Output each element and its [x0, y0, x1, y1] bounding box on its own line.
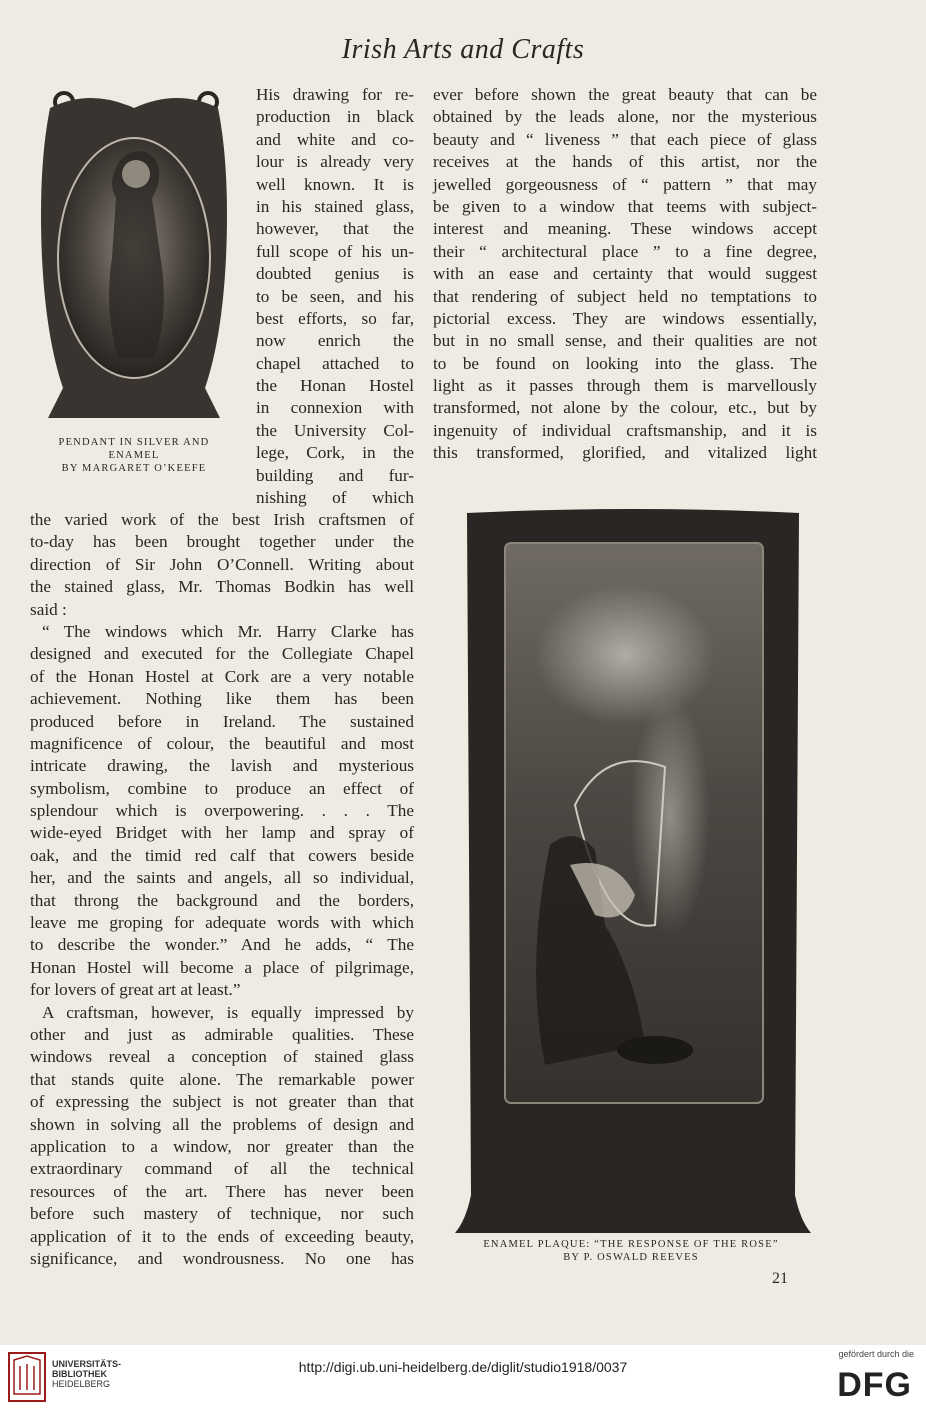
text-line: best efforts, so far, [256, 308, 414, 328]
text-line: Honan Hostel will become a place of pilgrimage, [30, 957, 414, 977]
text-line: to-day has been brought together under the [30, 532, 414, 552]
text-line: beauty and “ liveness ” that each piece of glass [433, 129, 817, 149]
plaque-glow [535, 585, 715, 725]
text-line: wide-eyed Bridget with her lamp and spray of [30, 823, 414, 843]
page-number: 21 [772, 1270, 788, 1287]
text-line: her, and the saints and angels, all so individual, [30, 868, 414, 888]
text-line: that stands quite alone. The remarkable power [30, 1069, 414, 1089]
source-url[interactable]: http://digi.ub.uni-heidelberg.de/diglit/studio1918/0037 [298, 1359, 628, 1375]
pendant-caption-line: PENDANT IN SILVER AND [58, 437, 210, 448]
text-line: direction of Sir John O’Connell. Writing about [30, 554, 414, 574]
text-line: ingenuity of individual craftsmanship, and it is [433, 420, 817, 440]
text-line: shown in solving all the problems of design and [30, 1114, 414, 1134]
text-line: with an ease and certainty that would suggest [433, 264, 817, 284]
text-line: other and just as admirable qualities. These [30, 1024, 414, 1044]
text-line: windows reveal a conception of stained glass [30, 1047, 414, 1067]
text-line: said : [30, 599, 67, 619]
text-line: that rendering of subject held no temptations to [433, 286, 817, 306]
text-line: this transformed, glorified, and vitalized light [433, 443, 817, 463]
text-line: of expressing the subject is not greater than that [30, 1092, 414, 1112]
text-line: pictorial excess. They are windows essentially, [433, 308, 817, 328]
text-line: interest and meaning. These windows accept [433, 219, 817, 239]
running-header: Irish Arts and Crafts [341, 34, 585, 65]
text-line: chapel attached to [256, 353, 414, 373]
text-line: the University Col- [256, 420, 414, 440]
text-line: magnificence of colour, the beautiful and most [30, 733, 414, 753]
text-line: the Honan Hostel [256, 376, 414, 396]
text-line: the varied work of the best Irish craftsmen of [30, 510, 414, 529]
pendant-caption [30, 436, 238, 475]
text-line: intricate drawing, the lavish and mysterious [30, 756, 414, 776]
text-line: significance, and wondrousness. No one has [30, 1248, 414, 1268]
text-line: production in black [256, 107, 414, 127]
pendant-caption-line: ENAMEL [108, 450, 160, 461]
text-line: in connexion with [256, 398, 414, 418]
text-line: ever before shown the great beauty that can be [433, 85, 817, 104]
text-line: to be found on looking into the glass. The [433, 353, 817, 373]
text-line: application of it to the ends of exceeding beauty, [30, 1226, 414, 1246]
text-line: light as it passes through them is marvellously [433, 376, 817, 396]
text-line: achievement. Nothing like them has been [30, 689, 414, 709]
text-line: application to a window, nor greater than the [30, 1136, 414, 1156]
text-line: to describe the wonder.” And he adds, “ The [30, 935, 414, 955]
right-column [433, 84, 817, 465]
text-line: to be seen, and his [256, 286, 414, 306]
text-line: well known. It is [256, 174, 414, 194]
text-line: lour is already very [256, 152, 414, 172]
text-line: full scope of his un- [256, 241, 414, 261]
text-line: nishing of which [256, 488, 414, 508]
library-line: UNIVERSITÄTS- [52, 1359, 122, 1369]
text-line: before such mastery of technique, nor such [30, 1204, 414, 1224]
text-line: symbolism, combine to produce an effect of [30, 778, 414, 798]
text-line: lege, Cork, in the [256, 443, 414, 463]
text-line: but in no small sense, and their qualities are not [433, 331, 817, 351]
pendant-caption-line: BY MARGARET O’KEEFE [61, 463, 207, 474]
text-line: produced before in Ireland. The sustained [30, 711, 414, 731]
text-line: leave me groping for adequate words with which [30, 913, 414, 933]
text-line: now enrich the [256, 331, 414, 351]
text-line: oak, and the timid red calf that cowers beside [30, 845, 414, 865]
text-line: building and fur- [256, 465, 414, 485]
text-line: resources of the art. There has never been [30, 1181, 414, 1201]
text-line: of the Honan Hostel at Cork are a very notable [30, 666, 414, 686]
text-line: doubted genius is [256, 264, 414, 284]
text-line: transformed, not alone by the colour, etc., but by [433, 398, 817, 418]
text-line: in his stained glass, [256, 196, 414, 216]
text-line: A craftsman, however, is equally impressed by [42, 1002, 414, 1022]
text-line: however, that the [256, 219, 414, 239]
library-line: BIBLIOTHEK [52, 1369, 107, 1379]
text-line: jewelled gorgeousness of “ pattern ” that may [433, 174, 817, 194]
text-line: the stained glass, Mr. Thomas Bodkin has well [30, 577, 414, 597]
pendant-figure [30, 88, 238, 420]
text-line: for lovers of great art at least.” [30, 980, 241, 1000]
text-line: obtained by the leads alone, nor the mysterious [433, 107, 817, 127]
funding-label: gefördert durch die [838, 1349, 914, 1359]
text-line: splendour which is overpowering. . . . The [30, 801, 414, 821]
text-line: be given to a window that teems with subject- [433, 196, 817, 216]
viewer-footer [0, 1345, 926, 1410]
plaque-caption [433, 1238, 829, 1264]
plaque-caption-line: ENAMEL PLAQUE: “THE RESPONSE OF THE ROSE” [483, 1239, 779, 1250]
text-line: extraordinary command of all the technical [30, 1159, 414, 1179]
text-line: and white and co- [256, 129, 414, 149]
text-line: that throng the background and the borders, [30, 890, 414, 910]
plaque-figure [455, 505, 811, 1235]
text-line: receives at the hands of this artist, nor the [433, 152, 817, 172]
left-column [30, 509, 414, 1270]
text-line: His drawing for re- [256, 85, 414, 104]
text-line: designed and executed for the Collegiate Chapel [30, 644, 414, 664]
dfg-logo: DFG [837, 1366, 912, 1404]
text-line: their “ architectural place ” to a fine degree, [433, 241, 817, 261]
plaque-caption-line: BY P. OSWALD REEVES [563, 1252, 699, 1263]
narrow-column [256, 84, 414, 509]
text-line: “ The windows which Mr. Harry Clarke has [42, 621, 414, 641]
library-line: HEIDELBERG [52, 1379, 111, 1389]
